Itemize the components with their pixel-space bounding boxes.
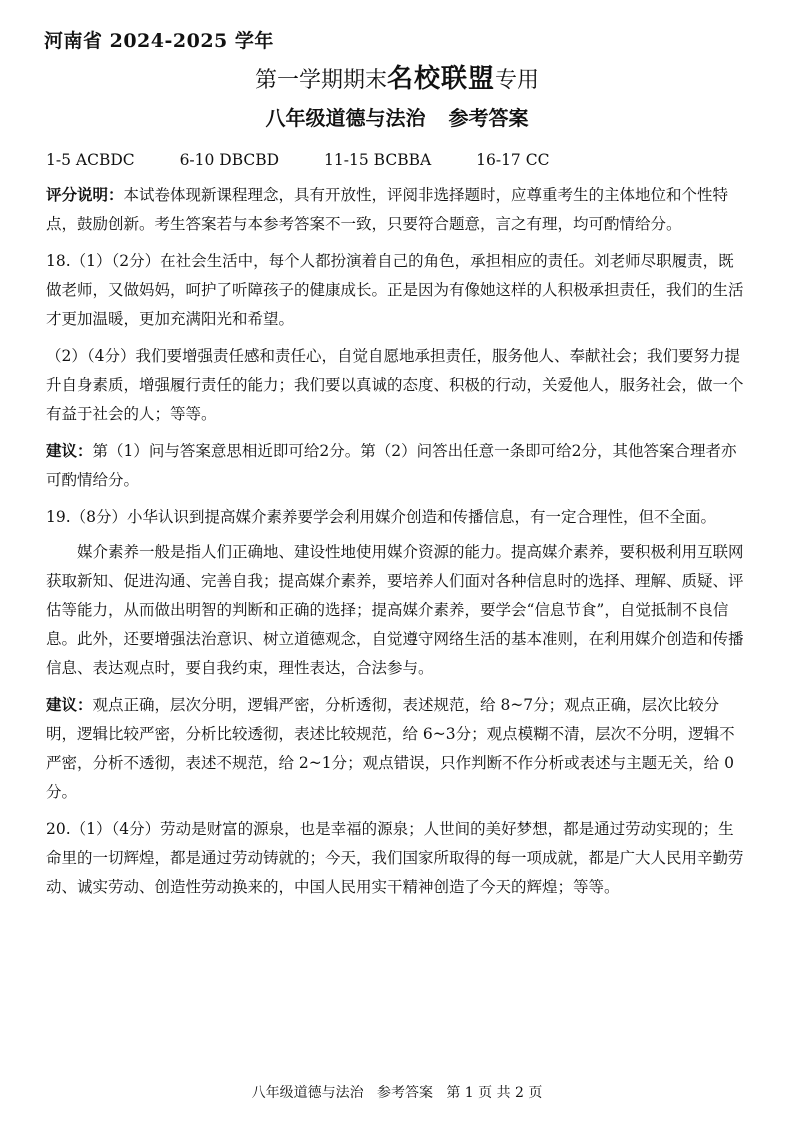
footer-doc-type: 参考答案 [376, 1085, 433, 1101]
q19-suggestion-label: 建议： [46, 696, 93, 714]
mc-answer-group: 11-15 BCBBA [324, 151, 432, 169]
footer-page-info: 第 1 页 共 2 页 [446, 1085, 543, 1101]
q18-suggestion-label: 建议： [46, 442, 93, 460]
mc-answers [46, 146, 746, 175]
q19-body: 媒介素养一般是指人们正确地、建设性地使用媒介资源的能力。提高媒介素养，要积极利用互联网获取新知、促进沟通、完善自我；提高媒介素养，要培养人们面对各种信息时的选择、理解、质疑、评估等能力，从而做出明智的判断和正确的选择；提高媒介素养，要学会“信息节食”，自觉抵制不良信息。此外，还要增强法治意识、树立道德观念，自觉遵守网络生活的基本准则，在利用媒介创造和传播信息、表达观点时，要自我约束，理性表达，合法参与。 [46, 543, 744, 677]
page-footer [0, 1082, 794, 1102]
mc-answer-group: 1-5 ACBDC [46, 151, 135, 169]
title-suffix: 专用 [495, 68, 540, 93]
q19-intro: 19.（8分）小华认识到提高媒介素养要学会利用媒介创造和传播信息，有一定合理性，但不全面。 [46, 508, 717, 526]
mc-answer-group: 6-10 DBCBD [179, 151, 280, 169]
title-emph: 名校联盟 [386, 64, 495, 94]
answer-body [46, 146, 746, 902]
doc-type-label: 参考答案 [448, 106, 529, 130]
grading-note-text: 本试卷体现新课程理念，具有开放性，评阅非选择题时，应尊重考生的主体地位和个性特点，鼓励创新。考生答案若与本参考答案不一致，只要符合题意，言之有理，均可酌情给分。 [46, 186, 729, 233]
title-prefix: 第一学期期末 [254, 68, 387, 93]
subject-label: 八年级道德与法治 [265, 106, 426, 130]
page-title [0, 58, 794, 95]
q18-suggestion-text: 第（1）问与答案意思相近即可给2分。第（2）问答出任意一条即可给2分，其他答案合理者亦可酌情给分。 [46, 442, 737, 489]
mc-answer-group: 16-17 CC [476, 151, 550, 169]
q19-suggestion [46, 691, 746, 807]
q18-part2: （2）（4分）我们要增强责任感和责任心，自觉自愿地承担责任，服务他人、奉献社会；我们要努力提升自身素质，增强履行责任的能力；我们要以真诚的态度、积极的行动，关爱他人，服务社会，做一个有益于社会的人；等等。 [46, 347, 744, 423]
q19-suggestion-text: 观点正确，层次分明，逻辑严密，分析透彻，表述规范，给 8~7分；观点正确，层次比较分明，逻辑比较严密，分析比较透彻，表述比较规范，给 6~3分；观点模糊不清，层次不分明，逻辑不严密，分析不透彻，表述不规范，给 2~1分；观点错误，只作判断不作分析或表述与主题无关，给 0分。 [46, 696, 735, 801]
header-province-year: 河南省 2024-2025 学年 [44, 30, 274, 52]
q18-suggestion [46, 437, 746, 495]
page-subtitle [0, 102, 794, 131]
footer-subject: 八年级道德与法治 [251, 1085, 364, 1101]
q18-part1: 18.（1）（2分）在社会生活中，每个人都扮演着自己的角色，承担相应的责任。刘老师尽职履责，既做老师，又做妈妈，呵护了听障孩子的健康成长。正是因为有像她这样的人积极承担责任，我们的生活才更加温暖，更加充满阳光和希望。 [46, 252, 744, 328]
q20-part1: 20.（1）（4分）劳动是财富的源泉，也是幸福的源泉；人世间的美好梦想，都是通过劳动实现的；生命里的一切辉煌，都是通过劳动铸就的；今天，我们国家所取得的每一项成就，都是广大人民用辛勤劳动、诚实劳动、创造性劳动换来的，中国人民用实干精神创造了今天的辉煌；等等。 [46, 820, 744, 896]
grading-note [46, 181, 746, 239]
grading-note-label: 评分说明： [46, 186, 124, 204]
